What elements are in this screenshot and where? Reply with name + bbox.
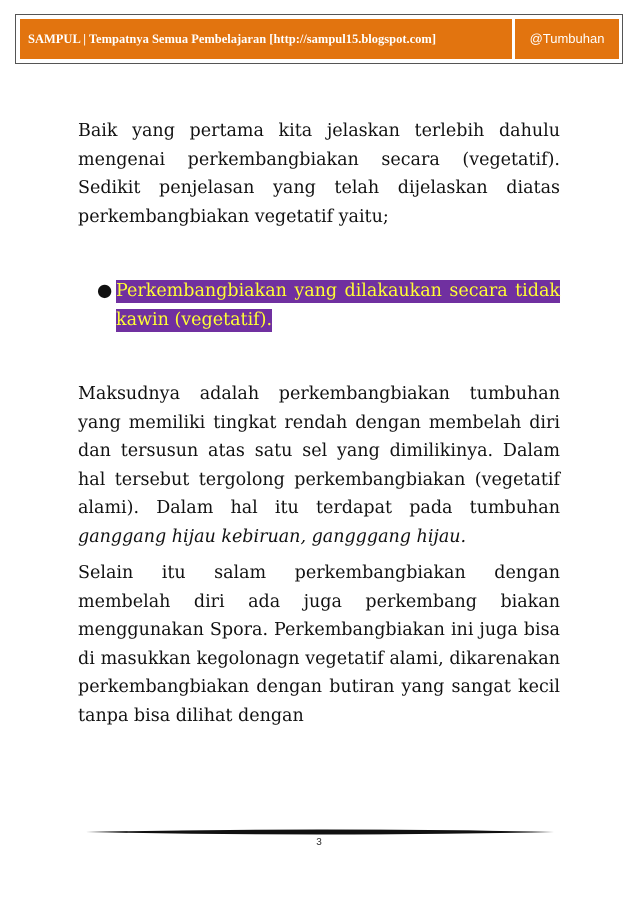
- page-number: 3: [316, 837, 322, 848]
- bullet-list-item: [78, 277, 560, 334]
- bullet-icon: ●: [97, 281, 113, 301]
- highlighted-bullet-text: Perkembangbiakan yang dilakaukan secara tidak kawin (vegetatif).: [116, 281, 560, 330]
- paragraph-intro: Baik yang pertama kita jelaskan terlebih dahulu mengenai perkembangbiakan secara (vegetatif). Sedikit penjelasan yang telah dijelaskan diatas perkembangbiakan vegetatif yaitu;: [78, 121, 560, 227]
- footer-divider: [86, 828, 554, 836]
- paragraph-explanation: [78, 380, 560, 551]
- paragraph-explanation-italic: ganggang hijau kebiruan, gangggang hijau.: [78, 526, 467, 547]
- header-topic-tag: @Tumbuhan: [515, 19, 619, 59]
- paragraph-spora: Selain itu salam perkembangbiakan dengan membelah diri ada juga perkembang biakan menggunakan Spora. Perkembangbiakan ini juga bisa di masukkan kegolonagn vegetatif alami, dikarenakan perkembangbiakan dengan butiran yang sangat kecil tanpa bisa dilihat dengan: [78, 563, 560, 726]
- bullet-text-wrapper: [116, 277, 560, 334]
- page-header: [15, 14, 623, 64]
- header-site-title: SAMPUL | Tempatnya Semua Pembelajaran [http://sampul15.blogspot.com]: [20, 19, 512, 59]
- document-body: [78, 117, 560, 730]
- paragraph-explanation-text: Maksudnya adalah perkembangbiakan tumbuhan yang memiliki tingkat rendah dengan membelah diri dan tersusun atas satu sel yang dimilikinya. Dalam hal tersebut tergolong perkembangbiakan (vegetatif alami). Dalam hal itu terdapat pada tumbuhan: [78, 384, 560, 518]
